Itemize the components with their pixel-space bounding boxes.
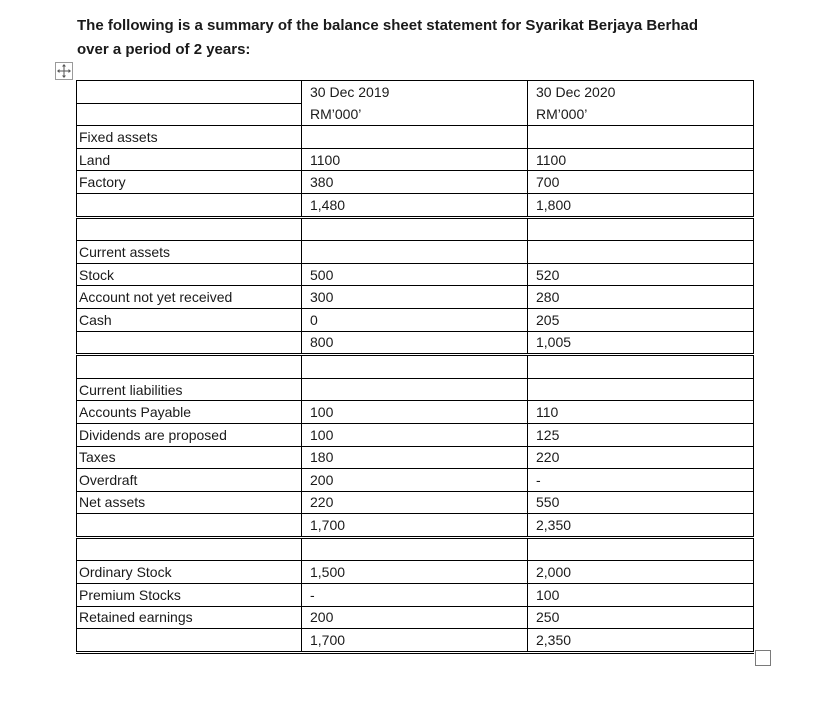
table-row bbox=[77, 263, 754, 286]
header-unit-2020: RM’000’ bbox=[528, 103, 754, 126]
value-2019 bbox=[302, 241, 528, 264]
value-2020: 250 bbox=[528, 606, 754, 629]
row-label: Account not yet received bbox=[77, 286, 302, 309]
value-2019: 100 bbox=[302, 423, 528, 446]
value-2020 bbox=[528, 378, 754, 401]
value-2019: 180 bbox=[302, 446, 528, 469]
value-2019: 0 bbox=[302, 308, 528, 331]
value-2020: 1100 bbox=[528, 148, 754, 171]
table-row bbox=[77, 241, 754, 264]
value-2020: 110 bbox=[528, 401, 754, 424]
row-label: Dividends are proposed bbox=[77, 423, 302, 446]
value-2020 bbox=[528, 126, 754, 149]
table-row bbox=[77, 355, 754, 379]
row-label: Current assets bbox=[77, 241, 302, 264]
value-2019 bbox=[302, 537, 528, 561]
value-2019: 100 bbox=[302, 401, 528, 424]
table-row bbox=[77, 171, 754, 194]
table-row bbox=[77, 401, 754, 424]
table-row bbox=[77, 491, 754, 514]
value-2020: 280 bbox=[528, 286, 754, 309]
value-2020: 125 bbox=[528, 423, 754, 446]
table-row bbox=[77, 193, 754, 217]
table-header-label-cell bbox=[77, 103, 302, 126]
table-row bbox=[77, 148, 754, 171]
table-row bbox=[77, 514, 754, 538]
balance-sheet-table bbox=[76, 80, 754, 654]
heading-line-1: The following is a summary of the balance sheet statement for Syarikat Berjaya Berhad bbox=[77, 17, 699, 34]
table-row bbox=[77, 308, 754, 331]
value-2020 bbox=[528, 537, 754, 561]
row-label bbox=[77, 193, 302, 217]
value-2019: 800 bbox=[302, 331, 528, 355]
row-label: Stock bbox=[77, 263, 302, 286]
value-2019: 1100 bbox=[302, 148, 528, 171]
value-2019: 1,700 bbox=[302, 629, 528, 653]
value-2019: 300 bbox=[302, 286, 528, 309]
value-2020: 2,000 bbox=[528, 561, 754, 584]
table-header-label-cell bbox=[77, 81, 302, 104]
value-2020: - bbox=[528, 469, 754, 492]
header-date-2019: 30 Dec 2019 bbox=[302, 81, 528, 104]
table-row bbox=[77, 606, 754, 629]
table-row bbox=[77, 126, 754, 149]
value-2019: 1,500 bbox=[302, 561, 528, 584]
table-row bbox=[77, 217, 754, 241]
value-2020: 1,005 bbox=[528, 331, 754, 355]
value-2019: 380 bbox=[302, 171, 528, 194]
row-label: Cash bbox=[77, 308, 302, 331]
row-label: Current liabilities bbox=[77, 378, 302, 401]
value-2020: 205 bbox=[528, 308, 754, 331]
value-2019: 200 bbox=[302, 469, 528, 492]
row-label: Premium Stocks bbox=[77, 584, 302, 607]
row-label: Land bbox=[77, 148, 302, 171]
header-date-2020: 30 Dec 2020 bbox=[528, 81, 754, 104]
table-header-row-units bbox=[77, 103, 754, 126]
value-2020: 550 bbox=[528, 491, 754, 514]
row-label bbox=[77, 355, 302, 379]
table-row bbox=[77, 331, 754, 355]
row-label: Retained earnings bbox=[77, 606, 302, 629]
value-2019: 220 bbox=[302, 491, 528, 514]
row-label: Fixed assets bbox=[77, 126, 302, 149]
value-2019: 1,480 bbox=[302, 193, 528, 217]
table-row bbox=[77, 423, 754, 446]
row-label bbox=[77, 217, 302, 241]
value-2019: 500 bbox=[302, 263, 528, 286]
table-row bbox=[77, 378, 754, 401]
heading-line-2: over a period of 2 years: bbox=[77, 41, 251, 58]
row-label: Taxes bbox=[77, 446, 302, 469]
row-label bbox=[77, 537, 302, 561]
value-2020: 2,350 bbox=[528, 629, 754, 653]
value-2019: - bbox=[302, 584, 528, 607]
table-row bbox=[77, 629, 754, 653]
table-row bbox=[77, 584, 754, 607]
document-heading bbox=[77, 14, 797, 62]
table-resize-handle[interactable] bbox=[755, 650, 771, 666]
value-2020: 2,350 bbox=[528, 514, 754, 538]
table-move-handle-icon[interactable] bbox=[55, 62, 73, 80]
value-2019: 1,700 bbox=[302, 514, 528, 538]
row-label: Accounts Payable bbox=[77, 401, 302, 424]
value-2020: 1,800 bbox=[528, 193, 754, 217]
row-label bbox=[77, 331, 302, 355]
value-2020 bbox=[528, 355, 754, 379]
row-label bbox=[77, 514, 302, 538]
table-row bbox=[77, 561, 754, 584]
row-label: Ordinary Stock bbox=[77, 561, 302, 584]
value-2020 bbox=[528, 241, 754, 264]
table-row bbox=[77, 446, 754, 469]
value-2020: 220 bbox=[528, 446, 754, 469]
value-2019 bbox=[302, 126, 528, 149]
value-2020: 700 bbox=[528, 171, 754, 194]
value-2019 bbox=[302, 217, 528, 241]
value-2020: 100 bbox=[528, 584, 754, 607]
header-unit-2019: RM’000’ bbox=[302, 103, 528, 126]
row-label: Factory bbox=[77, 171, 302, 194]
table-row bbox=[77, 469, 754, 492]
value-2020: 520 bbox=[528, 263, 754, 286]
value-2019: 200 bbox=[302, 606, 528, 629]
value-2019 bbox=[302, 355, 528, 379]
value-2019 bbox=[302, 378, 528, 401]
table-row bbox=[77, 537, 754, 561]
table-row bbox=[77, 286, 754, 309]
row-label bbox=[77, 629, 302, 653]
value-2020 bbox=[528, 217, 754, 241]
row-label: Overdraft bbox=[77, 469, 302, 492]
row-label: Net assets bbox=[77, 491, 302, 514]
table-header-row-dates bbox=[77, 81, 754, 104]
